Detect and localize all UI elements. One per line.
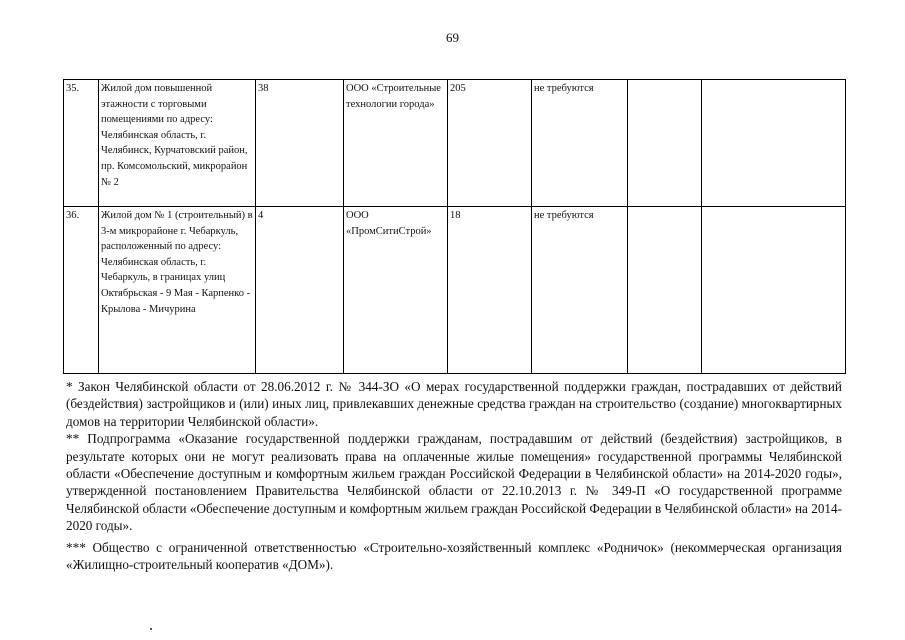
table-row bbox=[64, 80, 846, 207]
amount-cell: 205 bbox=[448, 80, 532, 207]
page-number: 69 bbox=[446, 30, 459, 45]
footnote-company: *** Общество с ограниченной ответственностью «Строительно-хозяйственный комплекс «Родничок» (некоммерческая организация «Жилищно-строительный кооператив «ДОМ»). bbox=[66, 539, 842, 573]
footnote-law: * Закон Челябинской области от 28.06.2012 г. № 344-ЗО «О мерах государственной поддержки граждан, пострадавших от действий (бездействия) застройщиков и (или) иных лиц, привлекавших денежные средства граждан на строительство (создание) многоквартирных домов на территории Челябинской области». bbox=[66, 379, 842, 429]
object-description-cell: Жилой дом № 1 (строительный) в 3-м микрорайоне г. Чебаркуль, расположенный по адресу: Челябинская область, г. Чебаркуль, в границах улиц Октябрьская - 9 Мая - Карпенко - Крылова - Мичурина bbox=[99, 207, 256, 374]
count-cell: 4 bbox=[256, 207, 344, 374]
row-index-cell: 35. bbox=[64, 80, 99, 207]
developer-cell: ООО «ПромСитиСтрой» bbox=[344, 207, 448, 374]
table-row bbox=[64, 207, 846, 374]
row-index-cell: 36. bbox=[64, 207, 99, 374]
count-cell: 38 bbox=[256, 80, 344, 207]
empty-cell bbox=[628, 207, 702, 374]
empty-cell bbox=[628, 80, 702, 207]
footnotes bbox=[66, 378, 842, 573]
amount-cell: 18 bbox=[448, 207, 532, 374]
footnote-subprogram: ** Подпрограмма «Оказание государственной поддержки гражданам, пострадавшим от действий (бездействия) застройщиков, в результате которых они не могут реализовать права на оплаченные жилые помещения» государственной программы Челябинской области «Обеспечение доступным и комфортным жильем граждан Российской Федерации в Челябинской области» на 2014-2020 годы», утвержденной постановлением Правительства Челябинской области от 22.10.2013 г. № 349-П «О государственной программе Челябинской области «Обеспечение доступным и комфортным жильем граждан Российской Федерации в Челябинской области» на 2014-2020 годы». bbox=[66, 431, 842, 534]
developer-cell: ООО «Строительные технологии города» bbox=[344, 80, 448, 207]
housing-registry-table bbox=[63, 79, 846, 374]
status-cell: не требуются bbox=[532, 80, 628, 207]
empty-cell bbox=[702, 207, 846, 374]
object-description-cell: Жилой дом повышенной этажности с торговыми помещениями по адресу: Челябинская область, г. Челябинск, Курчатовский район, пр. Комсомольский, микрорайон № 2 bbox=[99, 80, 256, 207]
scan-speck bbox=[150, 628, 152, 630]
status-cell: не требуются bbox=[532, 207, 628, 374]
empty-cell bbox=[702, 80, 846, 207]
